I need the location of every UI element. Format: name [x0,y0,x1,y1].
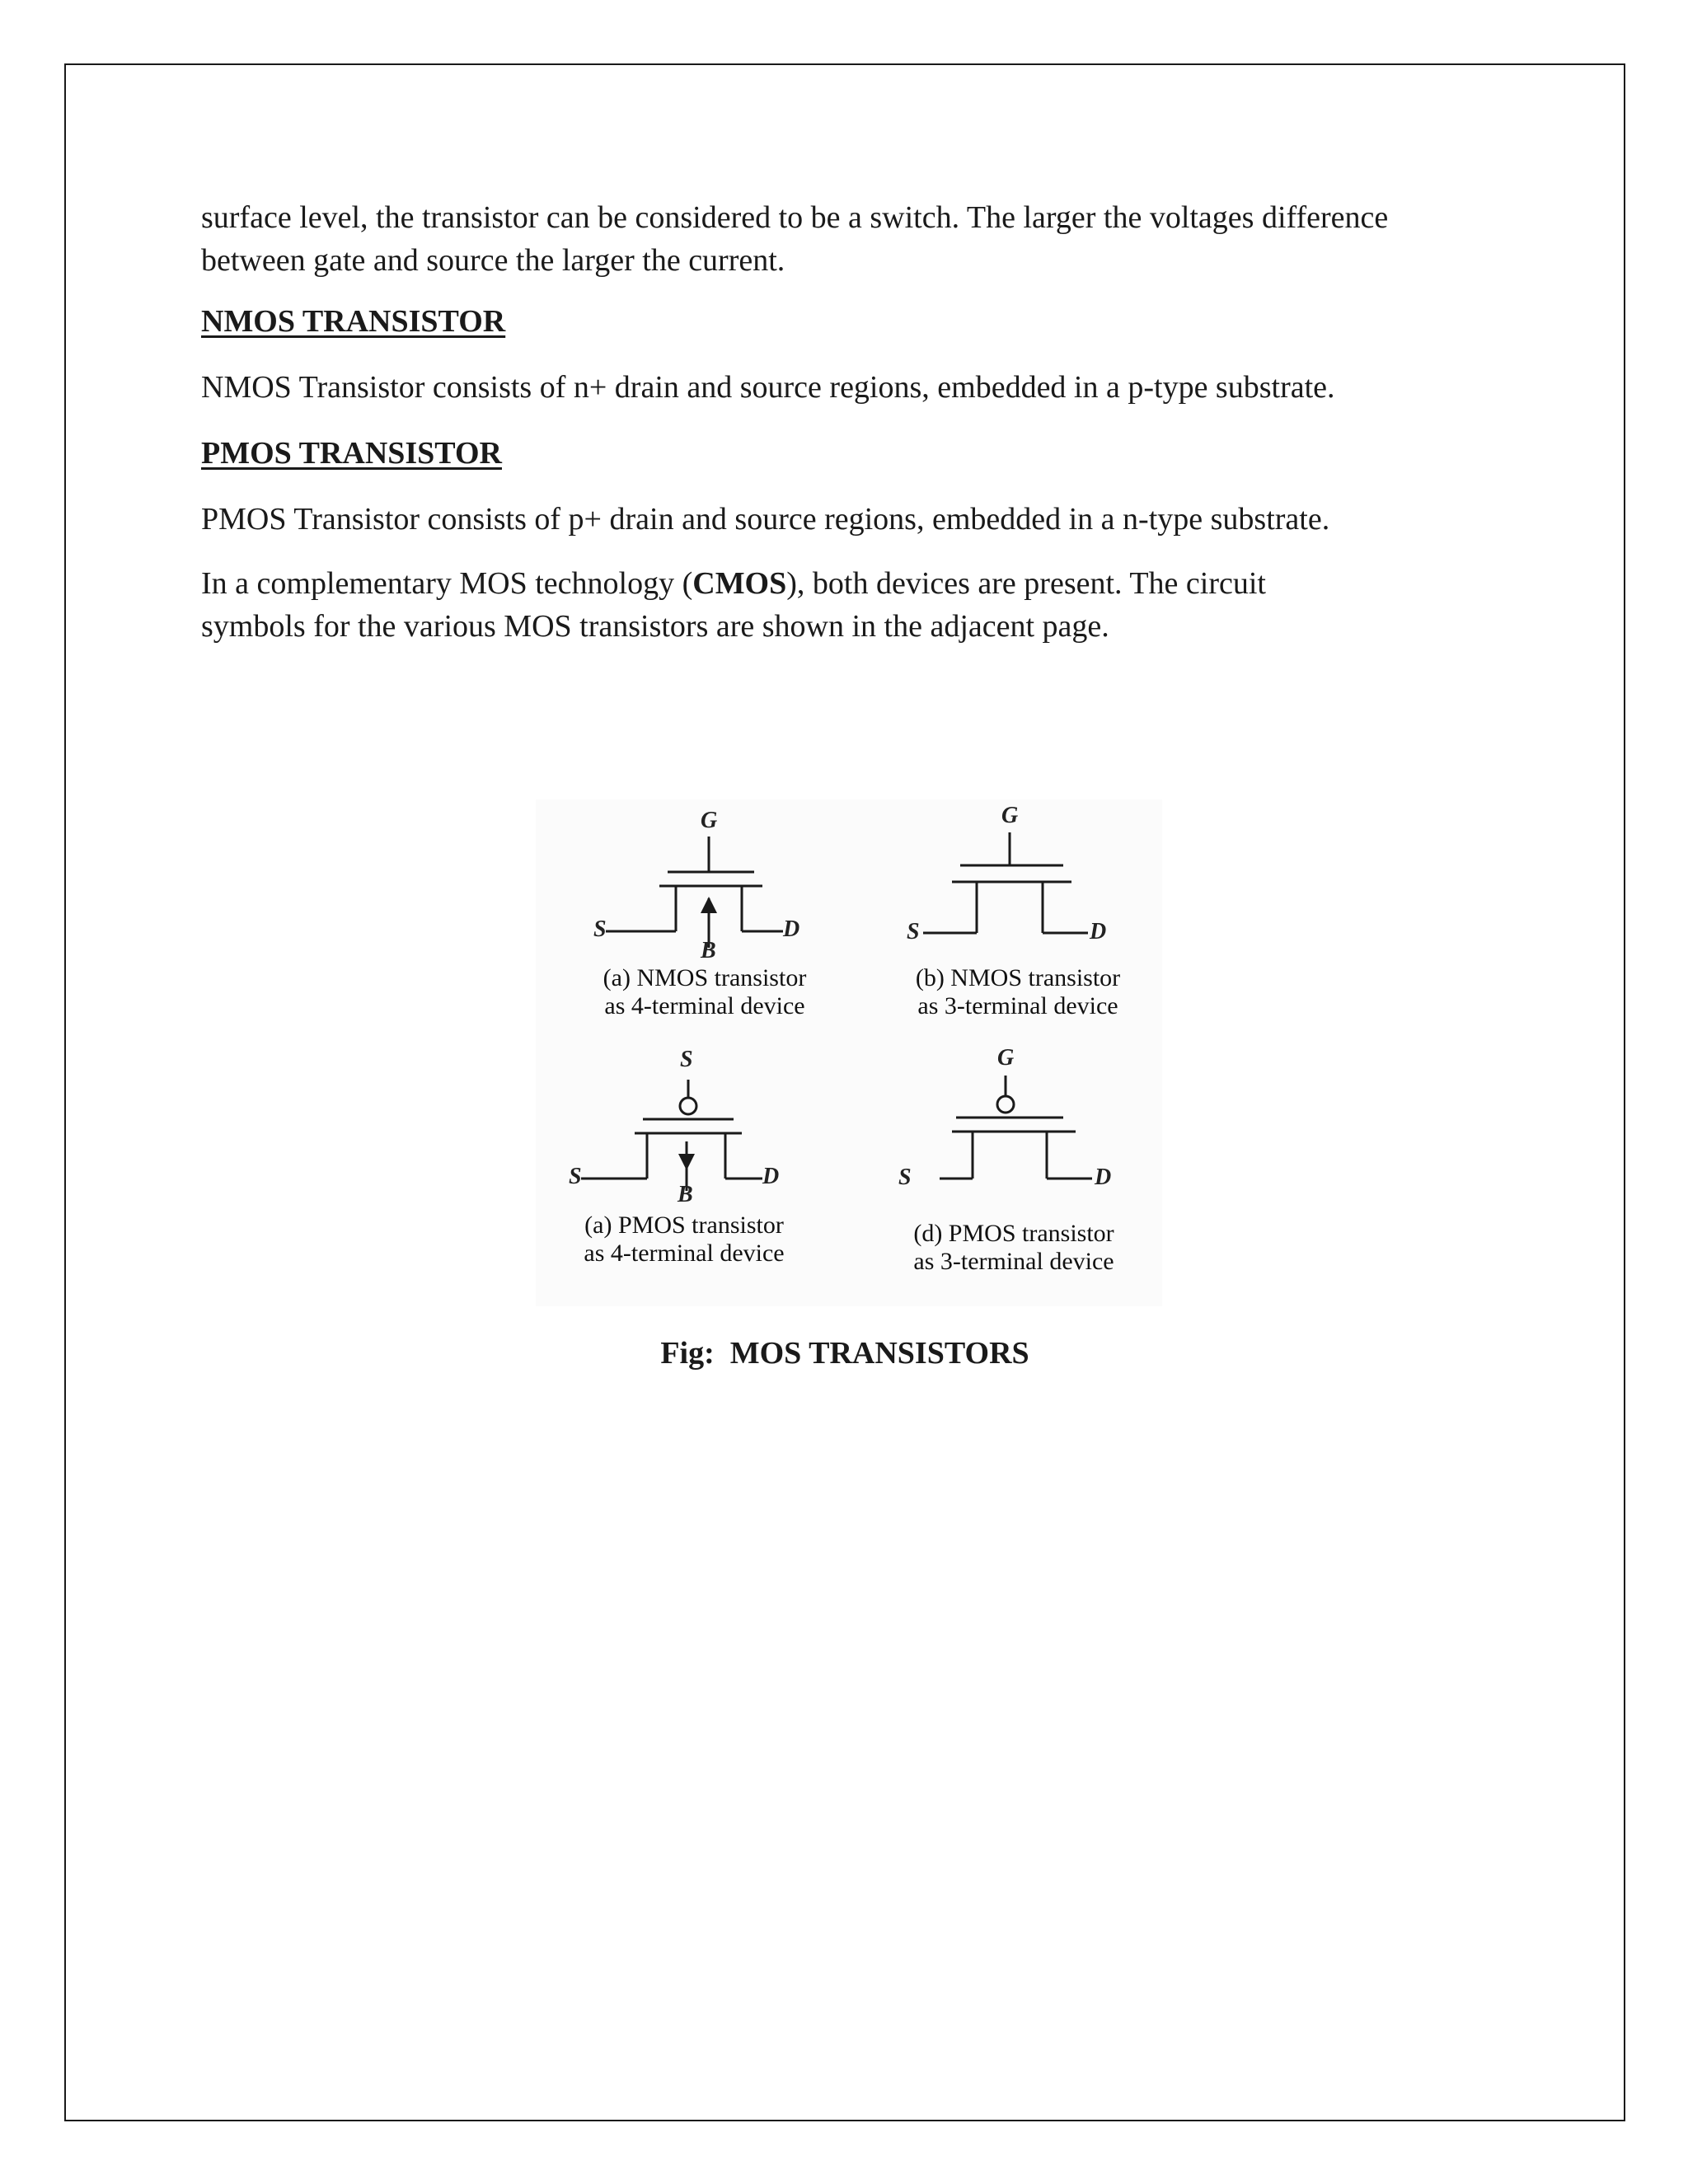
terminal-s-top-c: S [680,1047,693,1072]
nmos-heading: NMOS TRANSISTOR [201,304,506,339]
terminal-d-a: D [783,916,800,942]
terminal-g-a: G [701,808,718,833]
figure-caption: Fig: MOS TRANSISTORS [660,1336,1029,1371]
cmos-paragraph-line-2: symbols for the various MOS transistors are shown in the adjacent page. [201,609,1109,644]
panel-d-caption-line1: (d) PMOS transistor [913,1220,1114,1247]
panel-c-caption-line2: as 4-terminal device [584,1240,785,1267]
pmos-4terminal-symbol [581,1080,762,1191]
panel-c-caption-line1: (a) PMOS transistor [584,1212,784,1239]
panel-b-caption-line2: as 3-terminal device [917,992,1118,1019]
cmos-paragraph-line-1 [201,562,1520,605]
panel-a-caption [569,964,841,1020]
terminal-g-d: G [997,1045,1015,1071]
cmos-bold-term: CMOS [692,566,787,601]
pmos-description: PMOS Transistor consists of p+ drain and source regions, embedded in a n-type substrate. [201,502,1330,537]
panel-a-caption-line1: (a) NMOS transistor [603,964,807,991]
panel-c-caption [548,1212,820,1268]
cmos-text-after: ), both devices are present. The circuit [786,566,1266,601]
panel-b-caption-line1: (b) NMOS transistor [915,964,1121,991]
terminal-b-c: B [678,1182,693,1207]
body-arrow-up-icon [701,897,717,913]
nmos-4terminal-symbol [606,837,783,948]
terminal-s-b: S [907,919,920,944]
terminal-g-b: G [1001,803,1019,828]
intro-line-2: between gate and source the larger the current. [201,243,785,278]
nmos-description: NMOS Transistor consists of n+ drain and source regions, embedded in a p-type substrate. [201,370,1335,405]
intro-line-1: surface level, the transistor can be considered to be a switch. The larger the voltages difference [201,200,1389,235]
terminal-d-c: D [762,1164,780,1189]
terminal-d-d: D [1095,1165,1112,1190]
pmos-3terminal-symbol [940,1076,1092,1179]
panel-b-caption [882,964,1154,1020]
terminal-s-d: S [898,1165,912,1190]
body-arrow-down-icon [678,1154,695,1170]
nmos-3terminal-symbol [923,832,1088,933]
document-body [201,196,1520,648]
cmos-text-before: In a complementary MOS technology ( [201,566,693,601]
panel-d-caption-line2: as 3-terminal device [913,1248,1114,1275]
terminal-s-c: S [569,1164,582,1189]
panel-a-caption-line2: as 4-terminal device [604,992,805,1019]
terminal-d-b: D [1090,919,1107,944]
panel-d-caption [874,1220,1154,1276]
mos-transistor-figure [536,799,1162,1306]
terminal-s-a: S [593,916,607,942]
pmos-heading: PMOS TRANSISTOR [201,436,502,471]
terminal-b-a: B [701,938,716,963]
